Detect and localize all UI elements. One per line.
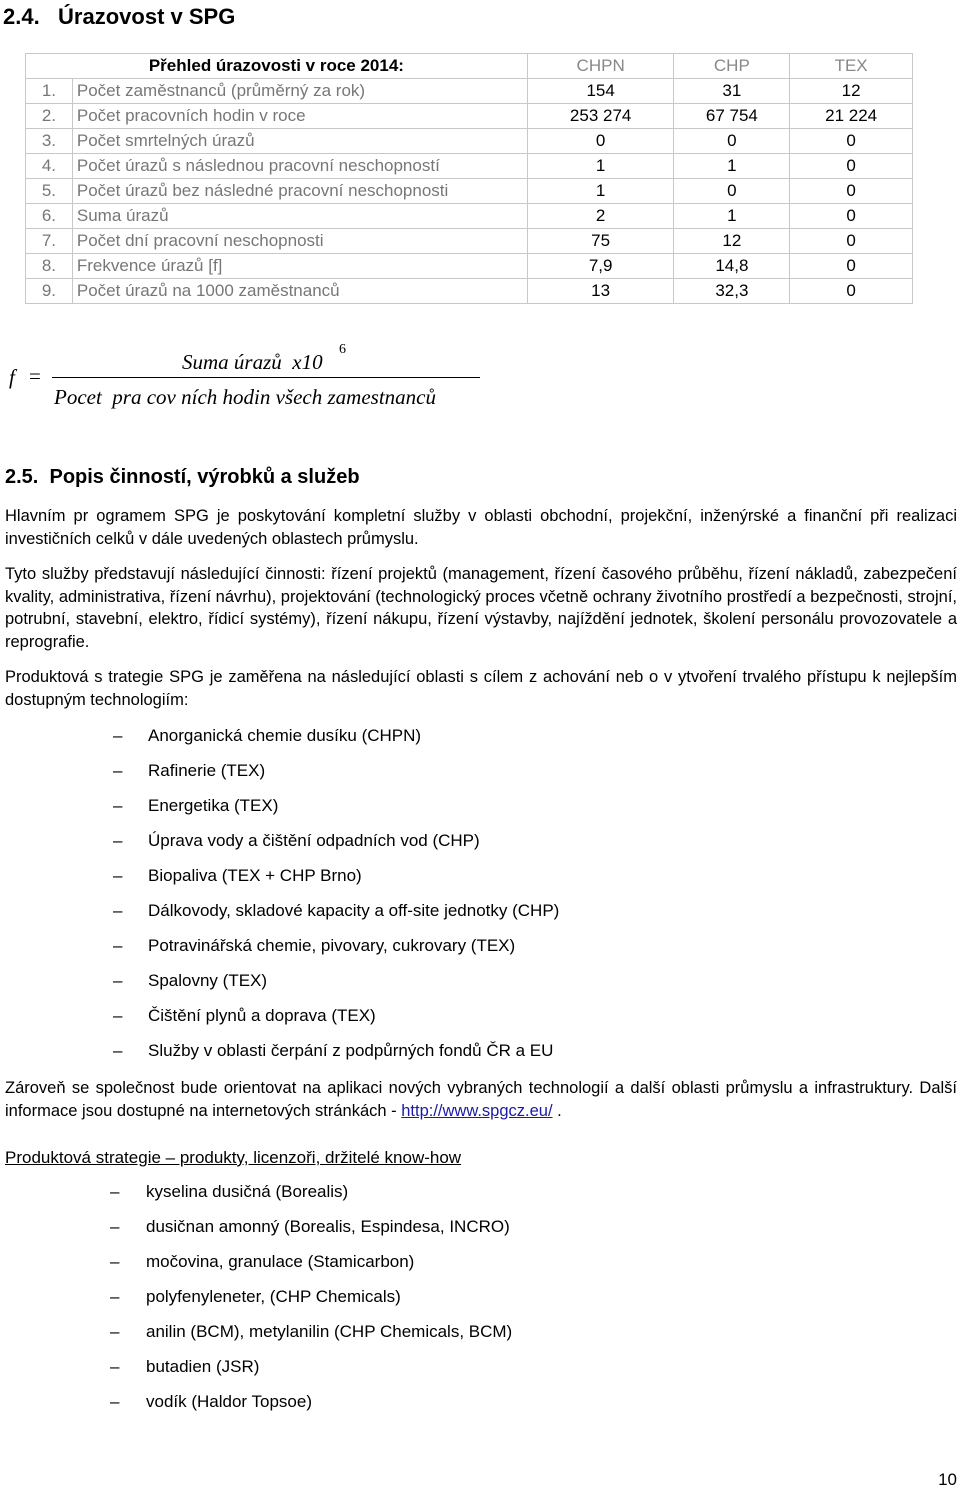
dash-bullet: – (110, 1252, 120, 1271)
dash-bullet: – (113, 761, 123, 780)
list-item-text: Služby v oblasti čerpání z podpůrných fondů ČR a EU (148, 1041, 554, 1060)
formula-numerator: Suma úrazů x10 (182, 350, 323, 374)
list-item-text: Biopaliva (TEX + CHP Brno) (148, 866, 362, 885)
list-item-text: Úprava vody a čištění odpadních vod (CHP) (148, 831, 480, 850)
cell-chp: 1 (674, 154, 790, 179)
cell-tex: 0 (790, 254, 913, 279)
formula-exponent: 6 (339, 342, 346, 357)
column-header-chp: CHP (674, 54, 790, 79)
paragraph-program: Hlavním pr ogramem SPG je poskytování kompletní služby v oblasti obchodní, projekční, inženýrské a finanční při realizaci investičních celků v dále uvedených oblastech průmyslu. (5, 507, 957, 548)
paragraph-orientation-end: . (552, 1101, 562, 1120)
dash-bullet: – (113, 831, 123, 850)
row-number: 5. (26, 179, 73, 204)
cell-tex: 0 (790, 204, 913, 229)
formula-equals: = (29, 364, 41, 388)
cell-chpn: 253 274 (527, 104, 674, 129)
dash-bullet: – (110, 1287, 120, 1306)
cell-chp: 0 (674, 129, 790, 154)
dash-bullet: – (110, 1322, 120, 1341)
cell-tex: 12 (790, 79, 913, 104)
list-item-text: anilin (BCM), metylanilin (CHP Chemicals, BCM) (146, 1322, 513, 1341)
cell-chp: 31 (674, 79, 790, 104)
row-label: Počet pracovních hodin v roce (72, 104, 527, 129)
cell-chpn: 1 (527, 154, 674, 179)
products-subheading: Produktová strategie – produkty, licenzoři, držitelé know-how (5, 1148, 462, 1167)
cell-chpn: 7,9 (527, 254, 674, 279)
row-number: 1. (26, 79, 73, 104)
row-label: Počet úrazů na 1000 zaměstnanců (72, 279, 527, 304)
cell-chpn: 0 (527, 129, 674, 154)
row-label: Počet zaměstnanců (průměrný za rok) (72, 79, 527, 104)
cell-chpn: 2 (527, 204, 674, 229)
section-heading-2-5: 2.5. Popis činností, výrobků a služeb (5, 466, 360, 488)
dash-bullet: – (110, 1182, 120, 1201)
row-label: Suma úrazů (72, 204, 527, 229)
paragraph-strategy: Produktová s trategie SPG je zaměřena na následující oblasti s cílem z achování neb o v ytvoření trvalého přístupu k nejlepším dostupným technologiím: (5, 668, 957, 709)
cell-chpn: 13 (527, 279, 674, 304)
cell-chp: 67 754 (674, 104, 790, 129)
table-row (26, 254, 913, 279)
dash-bullet: – (113, 936, 123, 955)
dash-bullet: – (113, 1041, 123, 1060)
row-number: 8. (26, 254, 73, 279)
paragraph-services: Tyto služby představují následující činnosti: řízení projektů (management, řízení časového průběhu, řízení nákladů, zabezpečení kvality, administrativa, řízení návrhu), projektování (technologický proces včetně ochrany životního prostředí a bezpečnosti, strojní, potrubní, stavební, elektro, řídicí systémy), řízení nákupu, řízení výstavby, najíždění jednotek, školení personálu provozovatele a reprografie. (5, 565, 957, 651)
list-item-text: Čištění plynů a doprava (TEX) (148, 1006, 376, 1025)
list-item-text: vodík (Haldor Topsoe) (146, 1392, 312, 1411)
dash-bullet: – (113, 1006, 123, 1025)
dash-bullet: – (113, 971, 123, 990)
row-number: 4. (26, 154, 73, 179)
list-item-text: Spalovny (TEX) (148, 971, 268, 990)
cell-tex: 0 (790, 179, 913, 204)
list-item-text: Dálkovody, skladové kapacity a off-site jednotky (CHP) (148, 901, 560, 920)
list-item-text: Energetika (TEX) (148, 796, 279, 815)
paragraph-orientation-text: Zároveň se společnost bude orientovat na aplikaci nových vybraných technologií a další oblasti průmyslu a infrastruktury. Další informace jsou dostupné na internetových stránkách - (5, 1079, 957, 1120)
dash-bullet: – (113, 726, 123, 745)
injury-table (25, 53, 913, 304)
table-row (26, 104, 913, 129)
table-row (26, 204, 913, 229)
cell-chpn: 154 (527, 79, 674, 104)
cell-chpn: 75 (527, 229, 674, 254)
page-number: 10 (938, 1470, 957, 1489)
cell-chp: 0 (674, 179, 790, 204)
dash-bullet: – (113, 796, 123, 815)
cell-chpn: 1 (527, 179, 674, 204)
list-item-text: močovina, granulace (Stamicarbon) (146, 1252, 415, 1271)
cell-tex: 0 (790, 129, 913, 154)
dash-bullet: – (110, 1392, 120, 1411)
cell-chp: 1 (674, 204, 790, 229)
dash-bullet: – (113, 901, 123, 920)
formula-lhs: f (9, 365, 15, 389)
section-heading-2-4: 2.4. Úrazovost v SPG (3, 4, 236, 29)
table-row (26, 179, 913, 204)
row-label: Frekvence úrazů [f] (72, 254, 527, 279)
row-label: Počet dní pracovní neschopnosti (72, 229, 527, 254)
dash-bullet: – (110, 1357, 120, 1376)
cell-chp: 14,8 (674, 254, 790, 279)
list-item-text: Rafinerie (TEX) (148, 761, 266, 780)
table-row (26, 229, 913, 254)
row-number: 3. (26, 129, 73, 154)
paragraph-orientation (5, 1077, 957, 1122)
website-link[interactable]: http://www.spgcz.eu/ (401, 1101, 553, 1120)
row-label: Počet smrtelných úrazů (72, 129, 527, 154)
list-item-text: Potravinářská chemie, pivovary, cukrovary (TEX) (148, 936, 516, 955)
formula-denominator: Pocet pra cov ních hodin všech zamestnanců (54, 385, 436, 409)
cell-tex: 0 (790, 154, 913, 179)
table-row (26, 154, 913, 179)
table-row (26, 279, 913, 304)
list-item-text: butadien (JSR) (146, 1357, 260, 1376)
row-number: 7. (26, 229, 73, 254)
table-title: Přehled úrazovosti v roce 2014: (26, 54, 528, 79)
table-row (26, 79, 913, 104)
list-item-text: kyselina dusičná (Borealis) (146, 1182, 349, 1201)
dash-bullet: – (110, 1217, 120, 1236)
list-item-text: polyfenyleneter, (CHP Chemicals) (146, 1287, 401, 1306)
list-item-text: Anorganická chemie dusíku (CHPN) (148, 726, 422, 745)
cell-tex: 21 224 (790, 104, 913, 129)
table-row (26, 129, 913, 154)
cell-tex: 0 (790, 229, 913, 254)
row-number: 2. (26, 104, 73, 129)
column-header-tex: TEX (790, 54, 913, 79)
column-header-chpn: CHPN (527, 54, 674, 79)
cell-tex: 0 (790, 279, 913, 304)
dash-bullet: – (113, 866, 123, 885)
list-item-text: dusičnan amonný (Borealis, Espindesa, INCRO) (146, 1217, 510, 1236)
cell-chp: 12 (674, 229, 790, 254)
row-number: 9. (26, 279, 73, 304)
row-number: 6. (26, 204, 73, 229)
row-label: Počet úrazů s následnou pracovní neschopností (72, 154, 527, 179)
row-label: Počet úrazů bez následné pracovní neschopnosti (72, 179, 527, 204)
table-header-row (26, 54, 913, 79)
cell-chp: 32,3 (674, 279, 790, 304)
fraction-bar (52, 377, 480, 378)
